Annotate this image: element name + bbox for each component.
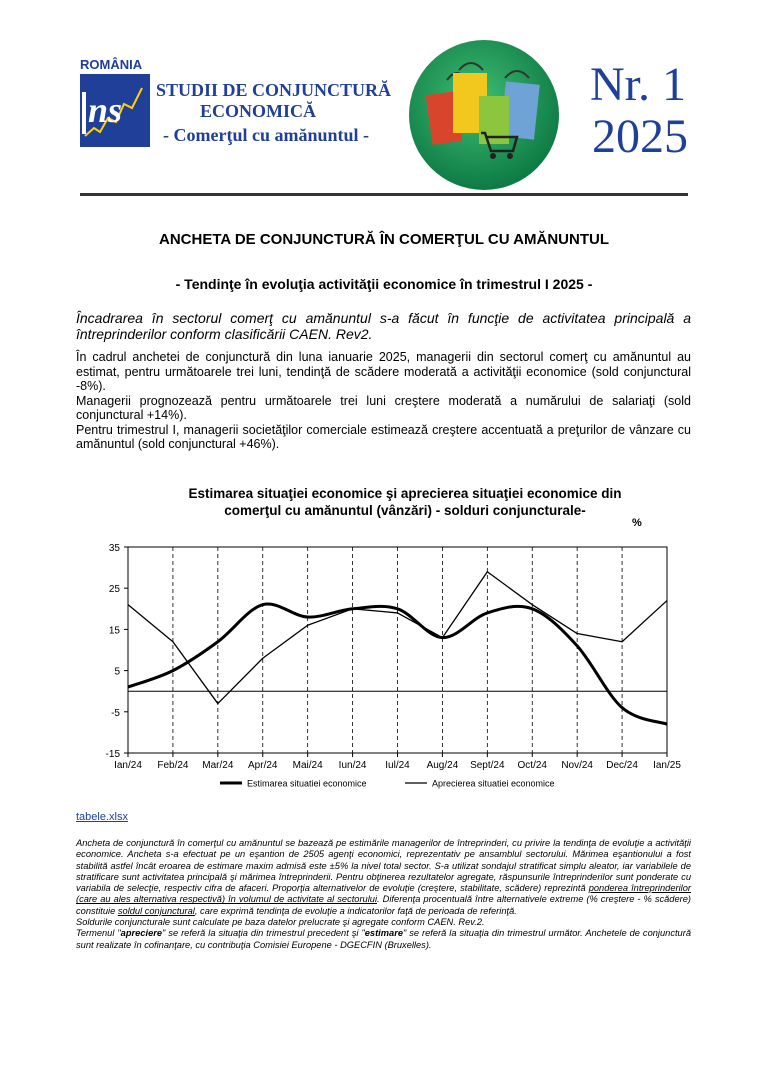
note-text: Ancheta de conjunctură în comerţul cu amănuntul se bazează pe estimările managerilor de întreprinderi, cu privire la tendinţa de evoluţie a activităţii economice. Ancheta s-a efectuat pe un eşantion de 2505 agenţi economici, reprezentativ pe ansamblul sectorului. Mărimea eşantionului a fost stabilită astfel încât eroarea de estimare maxim admisă este ±5% la nivel total sector. S-a utilizat sondajul stratificat simplu aleator, iar variabilele de stratificare sunt activitatea principală şi mărimea întreprinderii. Pentru obţinerea rezultatelor agregate, răspunsurile întreprinderilor sunt ponderate cu variabila de selecţie, respectiv cifra de afaceri. Proporţia alternativelor de evoluţie (creştere, stabilitate, scădere) reprezintă [76, 838, 691, 894]
summary-paragraphs [76, 350, 691, 452]
y-tick-label: 35 [108, 543, 120, 554]
paragraph-activity: În cadrul anchetei de conjunctură din luna ianuarie 2025, managerii din sectorul comerţ cu amănuntul au estimat, pentru următoarele trei luni, tendinţă de scădere moderată a activităţii economice (sold conjunctural -8%). [76, 350, 691, 393]
chart-title: Estimarea situaţiei economice şi aprecierea situaţiei economice din comerţul cu amănuntul (vânzări) - solduri conjuncturale- [188, 486, 622, 518]
country-label: ROMÂNIA [80, 57, 143, 72]
legend-label: Estimarea situatiei economice [247, 778, 367, 789]
tables-download-link[interactable]: tabele.xlsx [76, 811, 128, 823]
chart-unit: % [632, 517, 642, 529]
series-line-estimare [128, 604, 667, 724]
x-tick-label: Apr/24 [248, 760, 278, 771]
paragraph-employees: Managerii prognozează pentru următoarele trei luni creştere moderată a numărului de salariaţi (sold conjunctural +14%). [76, 393, 691, 422]
methodology-notes [76, 838, 691, 951]
y-tick-label: 5 [114, 666, 120, 678]
note-underlined-text: ponderea întreprinderilor (care au ales alternativa respectivă) în volumul de activitate al sectorului [76, 883, 692, 905]
note-terms [76, 928, 691, 951]
publication-title-line3: - Comerţul cu amănuntul - [163, 125, 369, 145]
ins-logo [80, 74, 150, 147]
note-methodology [76, 838, 691, 917]
x-tick-label: Ian/24 [114, 760, 142, 771]
legend-label: Aprecierea situatiei economice [432, 778, 555, 789]
issue-year: 2025 [592, 110, 688, 163]
y-tick-label: -15 [105, 749, 120, 760]
line-chart [70, 535, 710, 795]
x-tick-label: Ian/25 [653, 760, 681, 771]
x-tick-label: Oct/24 [517, 760, 547, 771]
note-text: . Diferenţa procentuală între alternativele extreme (% creştere - % scădere) constituie [76, 894, 691, 916]
x-tick-label: Nov/24 [561, 760, 594, 771]
x-tick-label: Mar/24 [202, 760, 234, 771]
publication-title-line2: ECONOMICĂ [200, 101, 316, 121]
note-text: Termenul " [76, 928, 121, 939]
paragraph-prices: Pentru trimestrul I, managerii societăţilor comerciale estimează creştere accentuată a preţurilor de vânzare cu amănuntul (sold conjunctural +46%). [76, 422, 691, 451]
x-tick-label: Iul/24 [385, 760, 410, 771]
publication-title-line1: STUDII DE CONJUNCTURĂ [156, 80, 392, 100]
x-tick-label: Dec/24 [606, 760, 638, 771]
shopping-bags-emblem [407, 38, 561, 192]
x-tick-label: Sept/24 [470, 760, 505, 771]
y-tick-label: 25 [108, 584, 120, 596]
note-text: " se referă la situaţia din trimestrul următor. Anchetele de conjunctură sunt realizate în cofinanţare, cu contribuţia Comisiei Europene - DGECFIN (Bruxelles). [76, 928, 691, 950]
header-divider [80, 193, 688, 196]
note-caen: Soldurile conjuncturale sunt calculate pe baza datelor prelucrate şi agregate conform CAEN. Rev.2. [76, 917, 485, 928]
y-tick-label: -5 [111, 707, 120, 719]
intro-paragraph: Încadrarea în sectorul comerţ cu amănuntul s-a făcut în funcţie de activitatea principală a întreprinderilor conform clasificării CAEN. Rev2. [76, 310, 691, 342]
note-text: , care exprimă tendinţa de evoluţie a indicatorilor faţă de perioada de referinţă. [194, 905, 517, 916]
note-bold-term: apreciere [120, 928, 163, 939]
y-tick-label: 15 [108, 625, 120, 637]
x-tick-label: Iun/24 [338, 760, 367, 771]
note-bold-term: estimare [364, 928, 403, 939]
x-tick-label: Feb/24 [157, 760, 189, 771]
x-tick-label: Aug/24 [426, 760, 459, 771]
x-tick-label: Mai/24 [292, 760, 323, 771]
issue-number: Nr. 1 [590, 58, 686, 111]
note-text: " se referă la situaţia din trimestrul precedent şi " [162, 928, 365, 939]
article-title: ANCHETA DE CONJUNCTURĂ ÎN COMERŢUL CU AMĂNUNTUL [159, 231, 609, 248]
note-underlined-text: soldul conjunctural [117, 905, 195, 916]
svg-text:ns: ns [88, 90, 123, 130]
article-subtitle: - Tendinţe în evoluţia activităţii economice în trimestrul I 2025 - [175, 276, 593, 292]
